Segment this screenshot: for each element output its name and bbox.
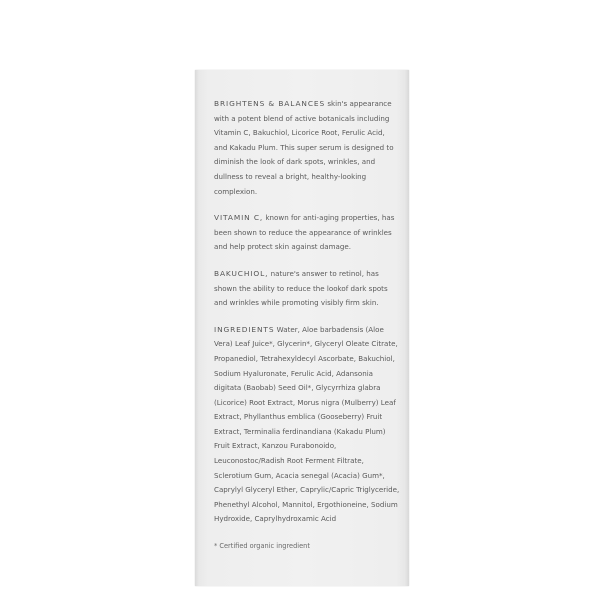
paragraph-body: Water, Aloe barbadensis (Aloe Vera) Leaf Juice*, Glycerin*, Glyceryl Oleate Citrate, Propanediol, Tetrahexyldecyl Ascorbate, Bakuchiol, Sodium Hyaluronate, Ferulic Acid, Adansonia digitata (Baobab) Seed Oil*, Glycyrrhiza glabra (Licorice) Root Extract, Morus nigra (Mulberry) Leaf Extract, Phyllanthus emblica (Gooseberry) Fruit Extract, Terminalia ferdinandiana (Kakadu Plum) Fruit Extract, Kanzou Furabonoido, Leuconostoc/Radish Root Ferment Filtrate, Sclerotium Gum, Acacia senegal (Acacia) Gum*, Caprylyl Glyceryl Ether, Caprylic/Capric Triglyceride, Phenethyl Alcohol, Mannitol, Ergothioneine, Sodium Hydroxide, Caprylhydroxamic Acid (214, 324, 400, 524)
paragraph-body: known for anti-aging properties, has been shown to reduce the appearance of wrinkles and help protect skin against damage. (214, 213, 395, 252)
paragraph-lead: BRIGHTENS & BALANCES (214, 99, 326, 108)
paragraph-lead: INGREDIENTS (214, 324, 275, 334)
paragraph-brightens (214, 97, 400, 199)
paragraph-bakuchiol (214, 267, 400, 311)
paragraph-ingredients (214, 323, 400, 527)
organic-note: * Certified organic ingredient (214, 542, 310, 551)
paragraph-lead: BAKUCHIOL, (214, 268, 269, 278)
box-edge-right (405, 70, 409, 586)
paragraph-vitamin-c (214, 211, 400, 255)
box-edge-left (195, 70, 199, 586)
paragraph-lead: VITAMIN C, (214, 213, 264, 223)
product-box-back (195, 70, 409, 586)
paragraph-body: nature's answer to retinol, has shown the ability to reduce the lookof dark spots and wrinkles while promoting visibly firm skin. (214, 268, 388, 308)
box-label-text (214, 97, 400, 554)
paragraph-body: skin's appearance with a potent blend of active botanicals including Vitamin C, Bakuchiol, Licorice Root, Ferulic Acid, and Kakadu Plum. This super serum is designed to diminish the look of dark spots, wrinkles, and dullness to reveal a bright, healthy-looking complexion. (214, 99, 394, 196)
